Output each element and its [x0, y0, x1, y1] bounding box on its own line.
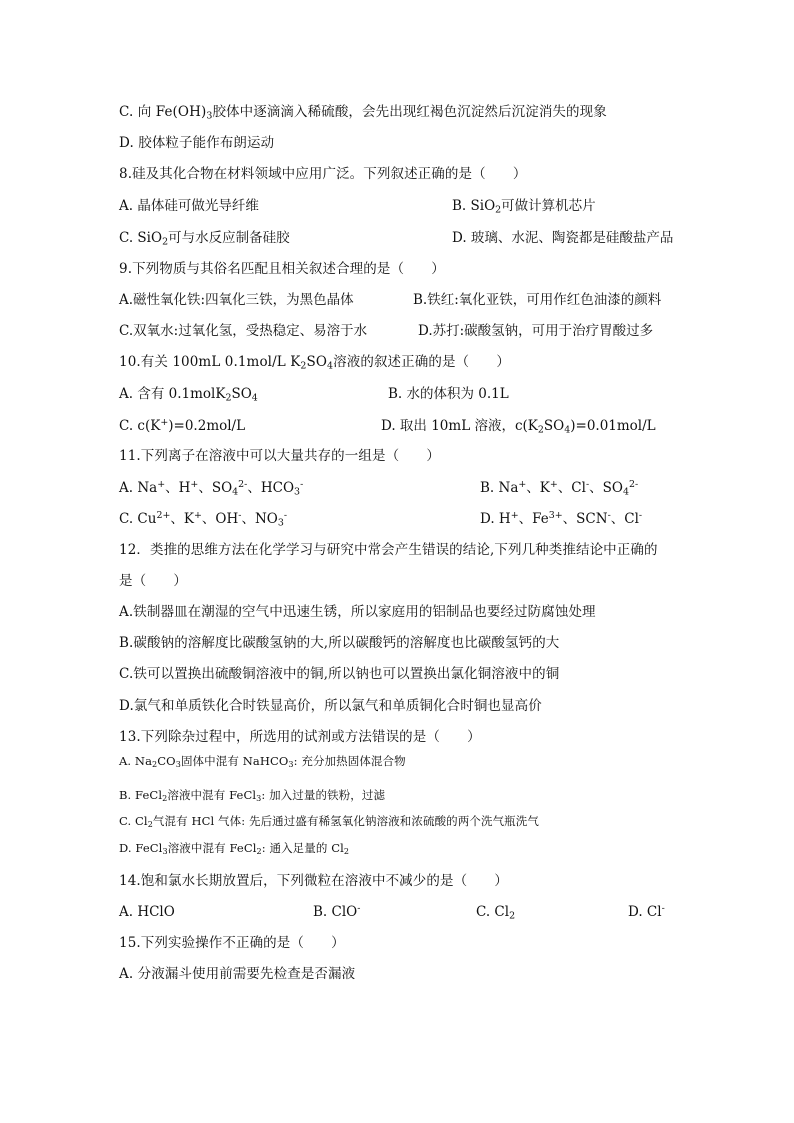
q12-option-a: A.铁制器皿在潮湿的空气中迅速生锈，所以家庭用的铝制品也要经过防腐蚀处理 [119, 604, 596, 620]
q8-option-b: B. SiO$_2$可做计算机芯片 [452, 198, 596, 216]
q11-option-c: C. $Cu^{2+}$、K+、OH-、$NO_3^-$ [119, 509, 288, 529]
q13-option-c: C. $Cl_2$气混有 HCl 气体: 先后通过盛有稀氢氧化钠溶液和浓硫酸的两个洗气瓶洗气 [119, 814, 539, 829]
q13-option-a: A. $Na_2CO_3$固体中混有 NaHCO$_3$: 充分加热固体混合物 [119, 754, 406, 769]
q8-option-d: D. 玻璃、水泥、陶瓷都是硅酸盐产品 [452, 230, 674, 246]
q7-option-d: D. 胶体粒子能作布朗运动 [119, 135, 275, 151]
q11-stem: 11.下列离子在溶液中可以大量共存的一组是（ ） [119, 448, 440, 464]
q9-stem: 9.下列物质与其俗名匹配且相关叙述合理的是（ ） [119, 261, 445, 277]
q11-option-b: B. Na+、K+、Cl-、$SO_4^{2-}$ [480, 478, 639, 498]
q9-option-d: D.苏打:碳酸氢钠，可用于治疗胃酸过多 [418, 323, 654, 339]
q8-option-a: A. 晶体硅可做光导纤维 [119, 198, 259, 214]
q9-option-c: C.双氧水:过氧化氢，受热稳定、易溶于水 [119, 323, 368, 339]
q9-option-a: A.磁性氧化铁:四氧化三铁，为黑色晶体 [119, 292, 354, 308]
q12-option-c: C.铁可以置换出硫酸铜溶液中的铜,所以钠也可以置换出氯化铜溶液中的铜 [119, 666, 560, 682]
q11-option-a: A. Na+、H+、$SO_4^{2-}$、$HCO_3^-$ [119, 478, 304, 498]
q8-stem: 8.硅及其化合物在材料领域中应用广泛。下列叙述正确的是（ ） [119, 166, 527, 182]
q14-stem: 14.饱和氯水长期放置后，下列微粒在溶液中不减少的是（ ） [119, 873, 508, 889]
q14-option-d: D. Cl- [628, 902, 665, 920]
q10-option-a: A. 含有 $0.1molK_2SO_4$ [119, 386, 258, 404]
q8-option-c: C. SiO$_2$可与水反应制备硅胶 [119, 230, 290, 248]
q10-option-b: B. 水的体积为 0.1L [388, 386, 509, 402]
q7-option-c: C. 向 $Fe(OH)_3$胶体中逐滴滴入稀硫酸，会先出现红褐色沉淀然后沉淀消失的现象 [119, 104, 607, 122]
q12-option-b: B.碳酸钠的溶解度比碳酸氢钠的大,所以碳酸钙的溶解度也比碳酸氢钙的大 [119, 635, 560, 651]
q15-option-a: A. 分液漏斗使用前需要先检查是否漏液 [119, 966, 356, 982]
q12-stem-line2: 是（ ） [119, 573, 187, 589]
q10-stem: 10.有关 100mL 0.1mol/L $K_2SO_4$溶液的叙述正确的是（ ） [119, 354, 510, 372]
q9-option-b: B.铁红:氧化亚铁，可用作红色油漆的颜料 [413, 292, 662, 308]
q14-option-c: C. $Cl_2$ [476, 904, 516, 922]
q11-option-d: D. H+、$Fe^{3+}$、SCN-、Cl- [480, 509, 643, 527]
q13-option-b: B. FeCl$_2$溶液中混有 FeCl$_3$: 加入过量的铁粉，过滤 [119, 788, 386, 803]
q14-option-b: B. ClO- [313, 902, 361, 920]
q13-stem: 13.下列除杂过程中，所选用的试剂或方法错误的是（ ） [119, 729, 481, 745]
q14-option-a: A. HClO [119, 904, 175, 920]
q15-stem: 15.下列实验操作不正确的是（ ） [119, 935, 345, 951]
q10-option-c: C. c(K+)=0.2mol/L [119, 416, 246, 434]
q13-option-d: D. FeCl$_3$溶液中混有 FeCl$_2$: 通入足量的 $Cl_2$ [119, 841, 350, 856]
q12-option-d: D.氯气和单质铁化合时铁显高价，所以氯气和单质铜化合时铜也显高价 [119, 698, 542, 714]
q10-option-d: D. 取出 10mL 溶液，$c(K_2SO_4)=0.01mol/L$ [381, 418, 656, 436]
q12-stem-line1: 12．类推的思维方法在化学学习与研究中常会产生错误的结论,下列几种类推结论中正确的 [119, 542, 658, 558]
